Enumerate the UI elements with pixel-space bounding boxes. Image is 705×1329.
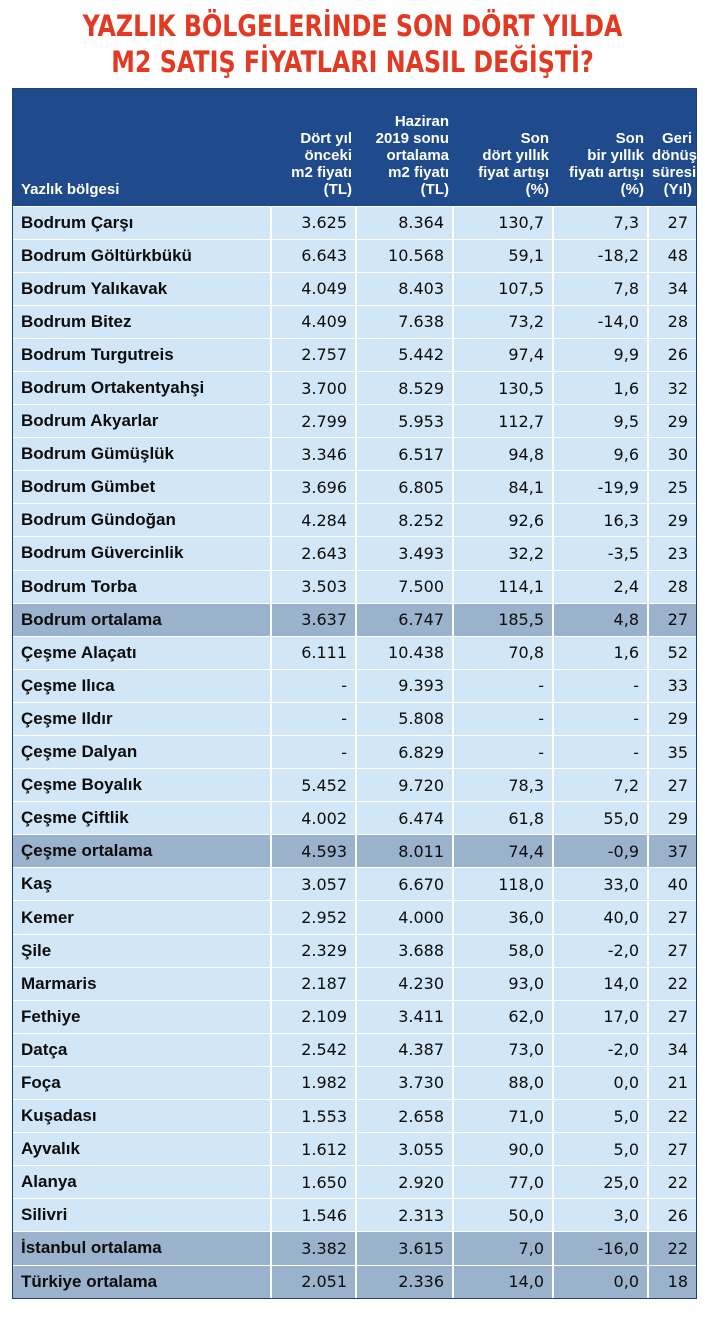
cell-payback-period: 30 <box>648 438 696 471</box>
cell-one-year-increase: 9,6 <box>553 438 648 471</box>
cell-payback-period: 29 <box>648 405 696 438</box>
cell-four-year-increase: 32,2 <box>453 537 553 570</box>
cell-payback-period: 27 <box>648 206 696 239</box>
cell-four-year-increase: 7,0 <box>453 1232 553 1265</box>
cell-current-price: 9.720 <box>356 769 453 802</box>
cell-payback-period: 27 <box>648 901 696 934</box>
cell-four-year-increase: 14,0 <box>453 1265 553 1298</box>
cell-payback-period: 34 <box>648 1033 696 1066</box>
cell-one-year-increase: 9,5 <box>553 405 648 438</box>
cell-prev-price: 2.799 <box>271 405 356 438</box>
table-row <box>13 802 696 835</box>
cell-region: Çeşme Dalyan <box>13 736 271 769</box>
cell-prev-price: 1.553 <box>271 1100 356 1133</box>
cell-one-year-increase: 7,3 <box>553 206 648 239</box>
table-row <box>13 736 696 769</box>
table-row <box>13 206 696 239</box>
cell-current-price: 2.313 <box>356 1199 453 1232</box>
cell-one-year-increase: - <box>553 736 648 769</box>
cell-one-year-increase: 17,0 <box>553 1000 648 1033</box>
table-row <box>13 967 696 1000</box>
title-line-1: YAZLIK BÖLGELERİNDE SON DÖRT YILDA <box>82 9 623 43</box>
cell-prev-price: 1.650 <box>271 1166 356 1199</box>
table-row <box>13 901 696 934</box>
cell-one-year-increase: 7,8 <box>553 272 648 305</box>
cell-current-price: 6.829 <box>356 736 453 769</box>
cell-four-year-increase: - <box>453 702 553 735</box>
cell-prev-price: 3.057 <box>271 868 356 901</box>
cell-current-price: 4.000 <box>356 901 453 934</box>
cell-prev-price: 3.503 <box>271 570 356 603</box>
cell-payback-period: 48 <box>648 239 696 272</box>
cell-four-year-increase: 73,0 <box>453 1033 553 1066</box>
table-row <box>13 1232 696 1265</box>
cell-prev-price: 1.546 <box>271 1199 356 1232</box>
cell-payback-period: 28 <box>648 570 696 603</box>
cell-prev-price: 5.452 <box>271 769 356 802</box>
cell-one-year-increase: 4,8 <box>553 603 648 636</box>
cell-prev-price: 3.696 <box>271 471 356 504</box>
cell-current-price: 10.568 <box>356 239 453 272</box>
price-table-container <box>12 88 697 1299</box>
cell-one-year-increase: 1,6 <box>553 371 648 404</box>
cell-four-year-increase: 61,8 <box>453 802 553 835</box>
cell-payback-period: 29 <box>648 702 696 735</box>
cell-current-price: 8.252 <box>356 504 453 537</box>
cell-one-year-increase: 1,6 <box>553 636 648 669</box>
cell-one-year-increase: -16,0 <box>553 1232 648 1265</box>
cell-current-price: 6.747 <box>356 603 453 636</box>
cell-four-year-increase: 130,5 <box>453 371 553 404</box>
cell-four-year-increase: 78,3 <box>453 769 553 802</box>
cell-payback-period: 29 <box>648 802 696 835</box>
cell-current-price: 5.808 <box>356 702 453 735</box>
cell-four-year-increase: 97,4 <box>453 338 553 371</box>
cell-region: Bodrum Ortakentyahşi <box>13 371 271 404</box>
cell-region: Bodrum Turgutreis <box>13 338 271 371</box>
cell-four-year-increase: 93,0 <box>453 967 553 1000</box>
header-four-year-increase: Son dört yıllık fiyat artışı (%) <box>453 89 553 206</box>
cell-one-year-increase: -18,2 <box>553 239 648 272</box>
cell-payback-period: 26 <box>648 338 696 371</box>
table-body <box>13 206 696 1298</box>
cell-four-year-increase: 90,0 <box>453 1133 553 1166</box>
cell-one-year-increase: 55,0 <box>553 802 648 835</box>
table-row <box>13 239 696 272</box>
cell-payback-period: 35 <box>648 736 696 769</box>
table-row <box>13 1265 696 1298</box>
header-prev-price: Dört yıl önceki m2 fiyatı (TL) <box>271 89 356 206</box>
table-row <box>13 1066 696 1099</box>
cell-region: Alanya <box>13 1166 271 1199</box>
cell-prev-price: 6.111 <box>271 636 356 669</box>
cell-payback-period: 28 <box>648 305 696 338</box>
cell-region: Çeşme Ilıca <box>13 669 271 702</box>
cell-prev-price: 3.700 <box>271 371 356 404</box>
table-row <box>13 868 696 901</box>
cell-one-year-increase: -3,5 <box>553 537 648 570</box>
cell-four-year-increase: 114,1 <box>453 570 553 603</box>
table-row <box>13 1199 696 1232</box>
cell-current-price: 8.364 <box>356 206 453 239</box>
cell-four-year-increase: 70,8 <box>453 636 553 669</box>
cell-payback-period: 27 <box>648 769 696 802</box>
cell-current-price: 2.658 <box>356 1100 453 1133</box>
cell-region: Silivri <box>13 1199 271 1232</box>
cell-four-year-increase: 107,5 <box>453 272 553 305</box>
cell-current-price: 6.805 <box>356 471 453 504</box>
cell-payback-period: 22 <box>648 967 696 1000</box>
cell-payback-period: 27 <box>648 1133 696 1166</box>
cell-payback-period: 22 <box>648 1100 696 1133</box>
cell-prev-price: 1.982 <box>271 1066 356 1099</box>
cell-current-price: 4.387 <box>356 1033 453 1066</box>
cell-payback-period: 23 <box>648 537 696 570</box>
cell-one-year-increase: 33,0 <box>553 868 648 901</box>
cell-prev-price: 4.593 <box>271 835 356 868</box>
cell-payback-period: 27 <box>648 934 696 967</box>
cell-region: Bodrum Göltürkbükü <box>13 239 271 272</box>
cell-one-year-increase: 14,0 <box>553 967 648 1000</box>
cell-region: Kemer <box>13 901 271 934</box>
table-row <box>13 934 696 967</box>
cell-current-price: 5.442 <box>356 338 453 371</box>
cell-four-year-increase: 36,0 <box>453 901 553 934</box>
cell-prev-price: 3.637 <box>271 603 356 636</box>
table-row <box>13 272 696 305</box>
cell-region: Marmaris <box>13 967 271 1000</box>
cell-four-year-increase: 118,0 <box>453 868 553 901</box>
cell-region: Kuşadası <box>13 1100 271 1133</box>
cell-region: Bodrum Yalıkavak <box>13 272 271 305</box>
table-row <box>13 835 696 868</box>
cell-prev-price: 4.002 <box>271 802 356 835</box>
table-row <box>13 603 696 636</box>
cell-prev-price: 2.329 <box>271 934 356 967</box>
table-header <box>13 89 696 206</box>
table-row <box>13 305 696 338</box>
cell-prev-price: 3.625 <box>271 206 356 239</box>
cell-current-price: 2.920 <box>356 1166 453 1199</box>
cell-one-year-increase: -0,9 <box>553 835 648 868</box>
cell-four-year-increase: 77,0 <box>453 1166 553 1199</box>
cell-payback-period: 21 <box>648 1066 696 1099</box>
cell-payback-period: 34 <box>648 272 696 305</box>
cell-region: Bodrum Gümbet <box>13 471 271 504</box>
cell-current-price: 10.438 <box>356 636 453 669</box>
cell-four-year-increase: 94,8 <box>453 438 553 471</box>
cell-four-year-increase: 84,1 <box>453 471 553 504</box>
cell-region: Bodrum ortalama <box>13 603 271 636</box>
cell-prev-price: 2.187 <box>271 967 356 1000</box>
cell-current-price: 3.615 <box>356 1232 453 1265</box>
cell-payback-period: 40 <box>648 868 696 901</box>
cell-four-year-increase: 130,7 <box>453 206 553 239</box>
cell-prev-price: 2.109 <box>271 1000 356 1033</box>
cell-payback-period: 27 <box>648 1000 696 1033</box>
cell-current-price: 8.529 <box>356 371 453 404</box>
cell-four-year-increase: 59,1 <box>453 239 553 272</box>
page-title <box>63 8 641 80</box>
cell-four-year-increase: 88,0 <box>453 1066 553 1099</box>
cell-one-year-increase: - <box>553 669 648 702</box>
cell-four-year-increase: 92,6 <box>453 504 553 537</box>
cell-four-year-increase: - <box>453 736 553 769</box>
cell-one-year-increase: 0,0 <box>553 1265 648 1298</box>
cell-current-price: 6.517 <box>356 438 453 471</box>
cell-prev-price: 2.643 <box>271 537 356 570</box>
table-row <box>13 1100 696 1133</box>
cell-four-year-increase: 71,0 <box>453 1100 553 1133</box>
cell-current-price: 6.474 <box>356 802 453 835</box>
cell-current-price: 9.393 <box>356 669 453 702</box>
cell-payback-period: 37 <box>648 835 696 868</box>
cell-current-price: 3.411 <box>356 1000 453 1033</box>
cell-payback-period: 18 <box>648 1265 696 1298</box>
cell-payback-period: 26 <box>648 1199 696 1232</box>
header-one-year-increase: Son bir yıllık fiyatı artışı (%) <box>553 89 648 206</box>
cell-payback-period: 33 <box>648 669 696 702</box>
table-row <box>13 570 696 603</box>
cell-four-year-increase: 74,4 <box>453 835 553 868</box>
cell-payback-period: 52 <box>648 636 696 669</box>
cell-one-year-increase: 9,9 <box>553 338 648 371</box>
cell-four-year-increase: 73,2 <box>453 305 553 338</box>
cell-four-year-increase: 185,5 <box>453 603 553 636</box>
cell-region: Şile <box>13 934 271 967</box>
cell-current-price: 3.055 <box>356 1133 453 1166</box>
cell-one-year-increase: 5,0 <box>553 1100 648 1133</box>
cell-one-year-increase: 40,0 <box>553 901 648 934</box>
cell-prev-price: 4.284 <box>271 504 356 537</box>
cell-current-price: 7.500 <box>356 570 453 603</box>
cell-region: Çeşme Boyalık <box>13 769 271 802</box>
table-row <box>13 702 696 735</box>
cell-four-year-increase: 62,0 <box>453 1000 553 1033</box>
cell-one-year-increase: -19,9 <box>553 471 648 504</box>
cell-current-price: 7.638 <box>356 305 453 338</box>
header-current-price: Haziran 2019 sonu ortalama m2 fiyatı (TL) <box>356 89 453 206</box>
header-payback-period: Geri dönüş süresi (Yıl) <box>648 89 696 206</box>
cell-one-year-increase: 7,2 <box>553 769 648 802</box>
cell-prev-price: 3.346 <box>271 438 356 471</box>
table-row <box>13 769 696 802</box>
cell-current-price: 3.730 <box>356 1066 453 1099</box>
cell-region: Kaş <box>13 868 271 901</box>
cell-region: Fethiye <box>13 1000 271 1033</box>
header-region: Yazlık bölgesi <box>13 89 271 206</box>
table-row <box>13 338 696 371</box>
cell-prev-price: 1.612 <box>271 1133 356 1166</box>
cell-four-year-increase: - <box>453 669 553 702</box>
cell-prev-price: 2.051 <box>271 1265 356 1298</box>
table-row <box>13 1166 696 1199</box>
cell-payback-period: 32 <box>648 371 696 404</box>
cell-current-price: 3.688 <box>356 934 453 967</box>
cell-region: Ayvalık <box>13 1133 271 1166</box>
cell-one-year-increase: 25,0 <box>553 1166 648 1199</box>
cell-current-price: 2.336 <box>356 1265 453 1298</box>
table-row <box>13 438 696 471</box>
table-row <box>13 669 696 702</box>
cell-payback-period: 29 <box>648 504 696 537</box>
cell-one-year-increase: -2,0 <box>553 1033 648 1066</box>
cell-region: Türkiye ortalama <box>13 1265 271 1298</box>
cell-payback-period: 22 <box>648 1232 696 1265</box>
cell-prev-price: 6.643 <box>271 239 356 272</box>
cell-region: Bodrum Güvercinlik <box>13 537 271 570</box>
cell-current-price: 5.953 <box>356 405 453 438</box>
cell-prev-price: 2.757 <box>271 338 356 371</box>
table-row <box>13 405 696 438</box>
title-line-2: M2 SATIŞ FİYATLARI NASIL DEĞİŞTİ? <box>111 45 594 79</box>
cell-prev-price: 2.952 <box>271 901 356 934</box>
cell-region: Datça <box>13 1033 271 1066</box>
cell-region: Bodrum Torba <box>13 570 271 603</box>
table-row <box>13 1033 696 1066</box>
cell-one-year-increase: 16,3 <box>553 504 648 537</box>
cell-prev-price: - <box>271 669 356 702</box>
cell-four-year-increase: 112,7 <box>453 405 553 438</box>
cell-prev-price: - <box>271 736 356 769</box>
table-row <box>13 471 696 504</box>
table-row <box>13 504 696 537</box>
cell-payback-period: 25 <box>648 471 696 504</box>
cell-current-price: 4.230 <box>356 967 453 1000</box>
cell-region: Bodrum Gündoğan <box>13 504 271 537</box>
table-row <box>13 1133 696 1166</box>
cell-region: Bodrum Akyarlar <box>13 405 271 438</box>
cell-current-price: 8.011 <box>356 835 453 868</box>
cell-one-year-increase: 2,4 <box>553 570 648 603</box>
cell-current-price: 3.493 <box>356 537 453 570</box>
cell-one-year-increase: 5,0 <box>553 1133 648 1166</box>
cell-region: Çeşme ortalama <box>13 835 271 868</box>
table-row <box>13 537 696 570</box>
cell-region: Bodrum Bitez <box>13 305 271 338</box>
cell-current-price: 6.670 <box>356 868 453 901</box>
cell-one-year-increase: 0,0 <box>553 1066 648 1099</box>
cell-prev-price: 4.049 <box>271 272 356 305</box>
table-row <box>13 1000 696 1033</box>
cell-four-year-increase: 58,0 <box>453 934 553 967</box>
cell-region: Bodrum Çarşı <box>13 206 271 239</box>
cell-one-year-increase: -2,0 <box>553 934 648 967</box>
cell-one-year-increase: 3,0 <box>553 1199 648 1232</box>
cell-current-price: 8.403 <box>356 272 453 305</box>
cell-region: Çeşme Ildır <box>13 702 271 735</box>
cell-region: Çeşme Alaçatı <box>13 636 271 669</box>
cell-payback-period: 27 <box>648 603 696 636</box>
table-row <box>13 636 696 669</box>
cell-one-year-increase: - <box>553 702 648 735</box>
cell-region: Foça <box>13 1066 271 1099</box>
cell-region: İstanbul ortalama <box>13 1232 271 1265</box>
cell-prev-price: 3.382 <box>271 1232 356 1265</box>
cell-prev-price: 4.409 <box>271 305 356 338</box>
cell-region: Çeşme Çiftlik <box>13 802 271 835</box>
price-table <box>13 89 696 1298</box>
cell-prev-price: 2.542 <box>271 1033 356 1066</box>
cell-four-year-increase: 50,0 <box>453 1199 553 1232</box>
table-row <box>13 371 696 404</box>
cell-region: Bodrum Gümüşlük <box>13 438 271 471</box>
cell-one-year-increase: -14,0 <box>553 305 648 338</box>
cell-payback-period: 22 <box>648 1166 696 1199</box>
cell-prev-price: - <box>271 702 356 735</box>
